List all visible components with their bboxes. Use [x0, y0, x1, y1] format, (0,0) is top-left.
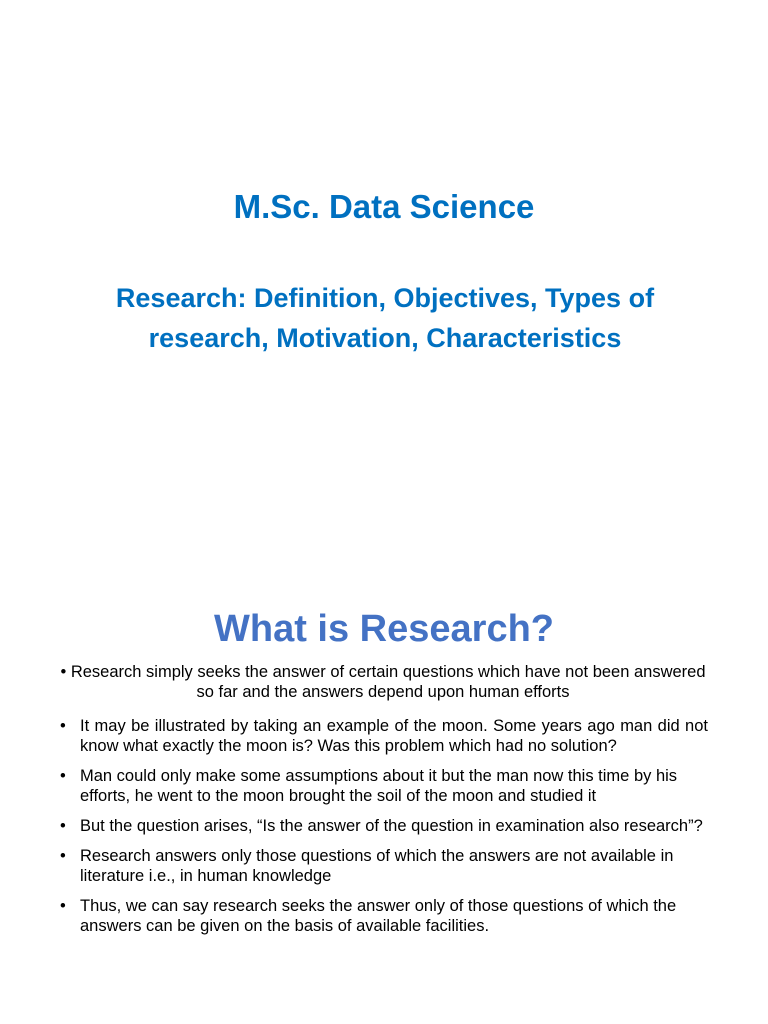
bullet-text: Research simply seeks the answer of certain questions which have not been answered so far and the answers depend upon human efforts [70, 663, 706, 701]
bullet-text: Research answers only those questions of which the answers are not available in literature i.e., in human knowledge [80, 847, 674, 885]
bullet-marker: • [60, 897, 66, 915]
slide-heading: What is Research? [214, 608, 554, 650]
bullet-marker: • [60, 767, 66, 785]
course-title: M.Sc. Data Science [233, 188, 535, 225]
bullet-item [58, 716, 708, 756]
bullet-text: Man could only make some assumptions about it but the man now this time by his efforts, he went to the moon brought the soil of the moon and studied it [80, 767, 678, 805]
bullet-item [58, 816, 708, 836]
bullet-marker: • [60, 717, 66, 735]
bullet-item [58, 846, 708, 886]
bullet-item [58, 766, 708, 806]
bullet-text: Thus, we can say research seeks the answer only of those questions of which the answers can be given on the basis of available facilities. [80, 897, 677, 935]
bullet-marker: • [60, 847, 66, 865]
bullet-text: It may be illustrated by taking an example of the moon. Some years ago man did not know what exactly the moon is? Was this problem which had no solution? [80, 717, 708, 755]
bullet-item [58, 662, 708, 702]
bullet-item [58, 896, 708, 936]
bullet-text: But the question arises, “Is the answer of the question in examination also research”? [80, 817, 703, 835]
what-is-research-slide [0, 588, 768, 1024]
bullet-list [58, 662, 708, 946]
bullet-marker: • [60, 817, 66, 835]
lecture-topics-subtitle: Research: Definition, Objectives, Types of research, Motivation, Characteristics [115, 283, 655, 353]
bullet-marker: • [60, 663, 67, 681]
